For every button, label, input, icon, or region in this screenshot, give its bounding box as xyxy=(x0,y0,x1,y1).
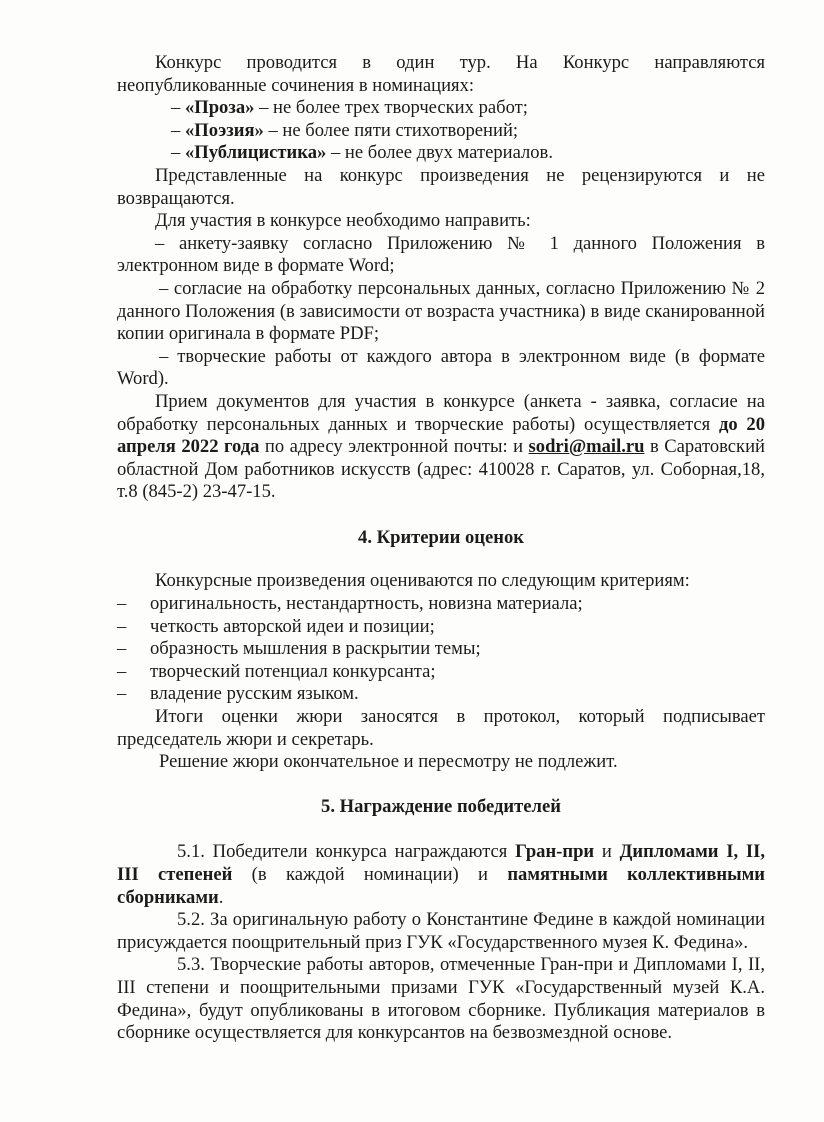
nomination-limit: – не более трех творческих работ; xyxy=(254,97,528,119)
submission-address: в Саратовский областной Дом работников искусств (адрес: 410028 г. Саратов, ул. Соборная,18, т.8 (845-2) 23-47-15. xyxy=(117,436,765,503)
protocol-paragraph: Итоги оценки жюри заносятся в протокол, который подписывает председатель жюри и секретарь. xyxy=(117,706,765,750)
requirements-lead: Для участия в конкурсе необходимо направить: xyxy=(155,210,531,232)
diplomas-label: Дипломами I, II, III степеней xyxy=(117,841,766,885)
criteria-text: владение русским языком. xyxy=(150,683,359,705)
section-4-title: 4. Критерии оценок xyxy=(358,526,524,548)
nomination-name: «Поэзия» xyxy=(184,119,264,141)
grand-prix-label: Гран-при xyxy=(515,841,595,863)
email-link[interactable]: sodri@mail.ru xyxy=(528,436,645,458)
nomination-name: «Публицистика» xyxy=(184,142,327,164)
submission-text: Прием документов для участия в конкурсе (анкета - заявка, согласие на обработку персональных данных и творческие работы) осуществляется xyxy=(117,390,765,435)
nomination-limit: – не более пяти стихотворений; xyxy=(263,119,519,141)
award-text: . xyxy=(218,886,224,908)
nomination-dash: – xyxy=(171,142,181,164)
collections-label: памятными коллективными сборниками xyxy=(117,864,765,908)
criteria-dash: – xyxy=(117,638,127,660)
final-decision-paragraph: Решение жюри окончательное и пересмотру не подлежит. xyxy=(159,751,618,773)
submission-deadline: до 20 апреля 2022 года xyxy=(117,413,765,458)
nominations-list xyxy=(117,97,765,165)
criteria-lead: Конкурсные произведения оцениваются по следующим критериям: xyxy=(155,570,690,592)
criteria-item xyxy=(0,616,765,639)
nomination-limit: – не более двух материалов. xyxy=(326,142,553,164)
nomination-dash: – xyxy=(171,119,181,141)
award-paragraph-5-1 xyxy=(117,841,765,909)
nomination-item xyxy=(117,97,765,120)
no-review-paragraph: Представленные на конкурс произведения не рецензируются и не возвращаются. xyxy=(117,164,765,209)
intro-paragraph: Конкурс проводится в один тур. На Конкурс направляются неопубликованные сочинения в номинациях: xyxy=(117,52,765,96)
requirement-item: – творческие работы от каждого автора в электронном виде (в формате Word). xyxy=(117,345,765,390)
criteria-dash: – xyxy=(117,615,127,637)
criteria-dash: – xyxy=(117,683,127,705)
criteria-list xyxy=(117,593,765,706)
award-text: 5.1. Победители конкурса награждаются xyxy=(177,841,516,863)
section-5-title: 5. Награждение победителей xyxy=(321,795,561,817)
nomination-item xyxy=(117,142,765,165)
submission-paragraph xyxy=(117,391,765,504)
criteria-text: образность мышления в раскрытии темы; xyxy=(150,638,481,660)
award-paragraph-5-3: 5.3. Творческие работы авторов, отмеченные Гран-при и Дипломами I, II, III степени и поощрительными призами ГУК «Государственный музей К.А. Федина», будут опубликованы в итоговом сборнике. Публикация материалов в сборнике осуществляется для конкурсантов на безвозмездной основе. xyxy=(117,954,765,1044)
criteria-dash: – xyxy=(117,593,127,615)
award-text: (в каждой номинации) и xyxy=(232,864,508,885)
criteria-item xyxy=(0,638,765,661)
nomination-name: «Проза» xyxy=(184,97,255,119)
criteria-item xyxy=(0,683,765,706)
document-body xyxy=(117,52,765,1045)
requirement-item: – согласие на обработку персональных данных, согласно Приложению № 2 данного Положения (в зависимости от возраста участника) в виде сканированной копии оригинала в формате PDF; xyxy=(117,277,765,345)
criteria-dash: – xyxy=(117,660,127,682)
nomination-dash: – xyxy=(171,97,181,119)
nomination-item xyxy=(117,120,765,143)
submission-text: по адресу электронной почты: и xyxy=(259,436,529,458)
criteria-text: четкость авторской идеи и позиции; xyxy=(150,615,435,637)
requirement-item: – анкету-заявку согласно Приложению № 1 данного Положения в электронном виде в формате Word; xyxy=(117,232,765,277)
criteria-item xyxy=(0,661,765,684)
criteria-text: творческий потенциал конкурсанта; xyxy=(150,660,436,682)
criteria-item xyxy=(0,593,765,616)
award-text: и xyxy=(594,841,620,863)
award-paragraph-5-2: 5.2. За оригинальную работу о Константине Федине в каждой номинации присуждается поощрительный приз ГУК «Государственного музея К. Федина». xyxy=(117,909,765,953)
criteria-text: оригинальность, нестандартность, новизна материала; xyxy=(150,593,583,615)
